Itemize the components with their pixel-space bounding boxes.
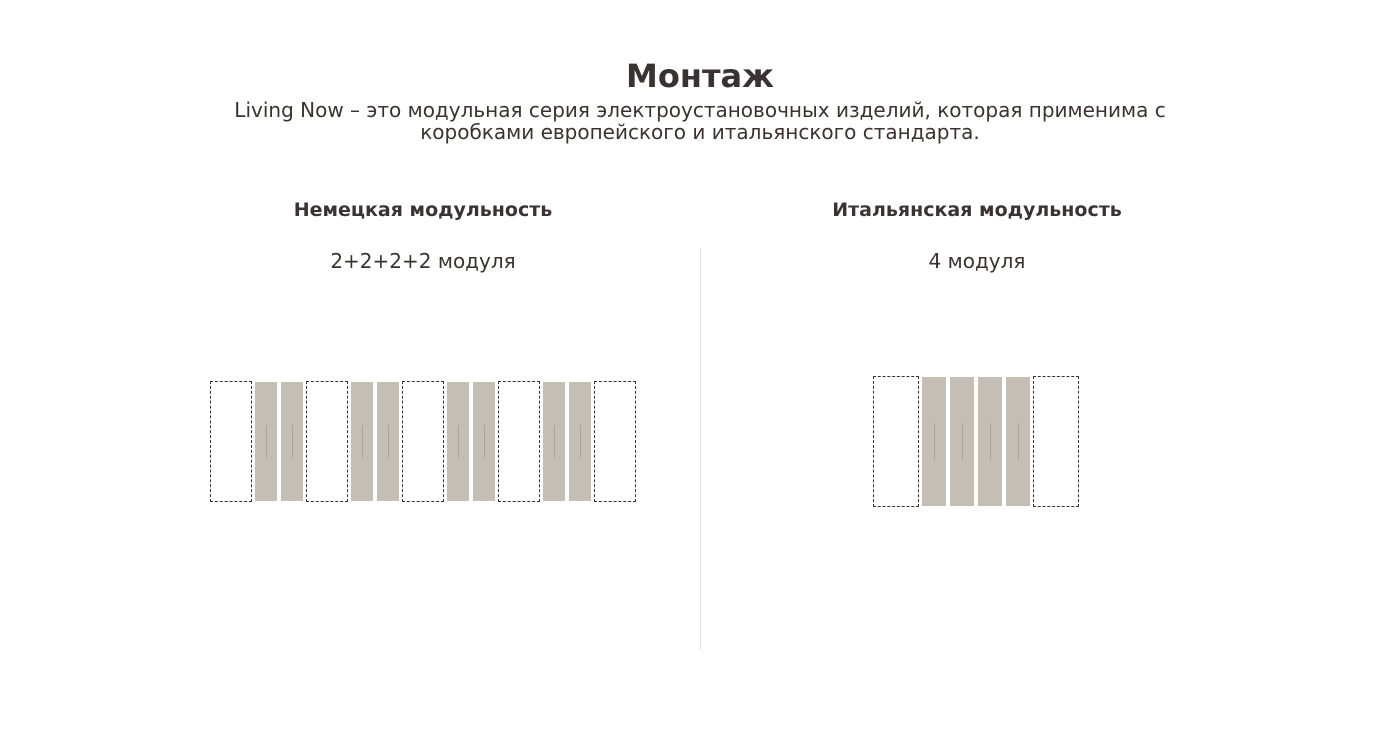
module-groove [388,425,389,458]
italian-modularity-subtitle: 4 модуля [928,249,1026,273]
german-modularity-subtitle: 2+2+2+2 модуля [330,249,516,273]
module-groove [266,425,267,458]
module-groove [484,425,485,458]
module-groove [934,423,935,459]
module-block [922,377,946,506]
empty-slot [594,381,636,502]
module-block [569,382,591,501]
module-block [1006,377,1030,506]
module-block [950,377,974,506]
module-groove [362,425,363,458]
page-title: Монтаж [626,57,774,96]
module-groove [292,425,293,458]
empty-slot [210,381,252,502]
module-groove [554,425,555,458]
module-groove [458,425,459,458]
module-block [351,382,373,501]
empty-slot [1033,376,1079,507]
module-groove [962,423,963,459]
module-groove [1018,423,1019,459]
module-groove [990,423,991,459]
italian-modularity-title: Итальянская модульность [832,199,1122,221]
module-block [281,382,303,501]
empty-slot [306,381,348,502]
module-block [377,382,399,501]
module-groove [580,425,581,458]
module-block [978,377,1002,506]
module-block [447,382,469,501]
empty-slot [873,376,919,507]
empty-slot [402,381,444,502]
empty-slot [498,381,540,502]
module-block [543,382,565,501]
column-divider [700,248,701,650]
german-modularity-title: Немецкая модульность [293,199,553,221]
intro-text: Living Now – это модульная серия электроустановочных изделий, которая применима с коробками европейского и итальянского стандарта. [234,98,1166,144]
module-block [473,382,495,501]
module-block [255,382,277,501]
